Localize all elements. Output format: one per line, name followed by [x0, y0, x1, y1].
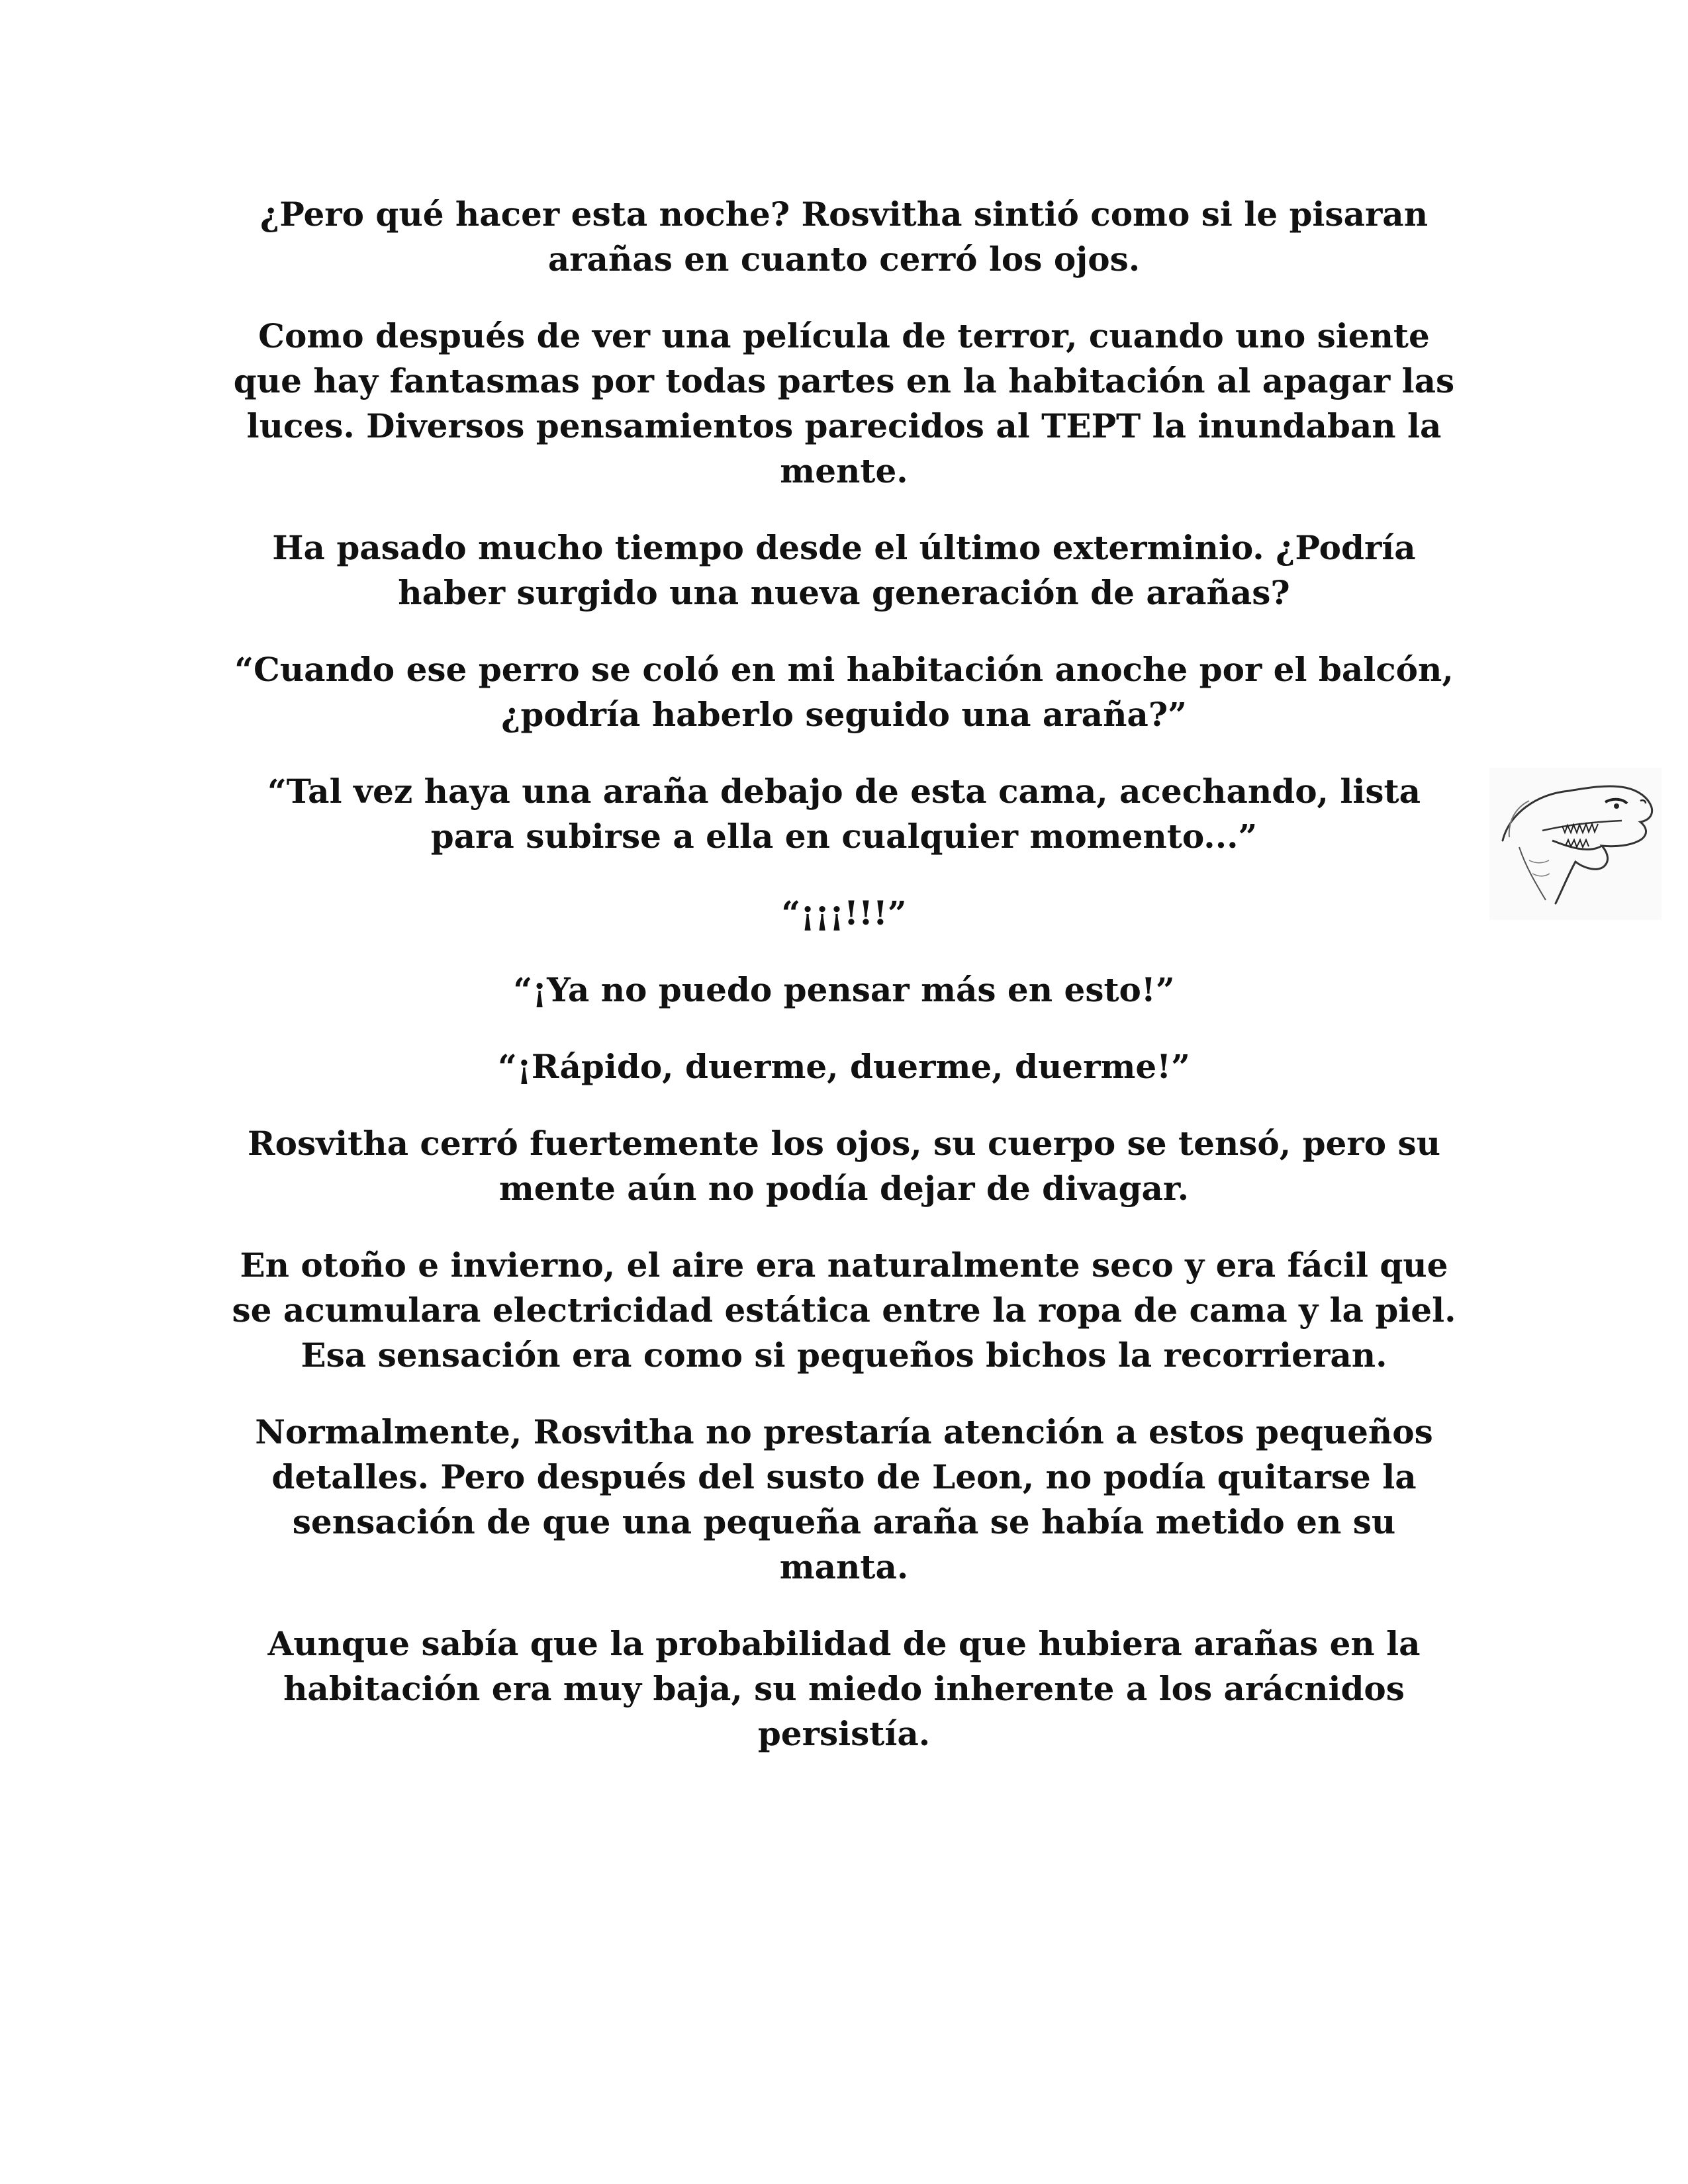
story-text — [225, 192, 1463, 1788]
paragraph-5: “Tal vez haya una araña debajo de esta cama, acechando, lista para subirse a ella en cualquier momento...” — [267, 772, 1421, 856]
paragraph-2: Como después de ver una película de terror, cuando uno siente que hay fantasmas por todas partes en la habitación al apagar las luces. Diversos pensamientos parecidos al TEPT la inundaban la mente. — [233, 316, 1455, 490]
paragraph-10: En otoño e invierno, el aire era naturalmente seco y era fácil que se acumulara electricidad estática entre la ropa de cama y la piel. Esa sensación era como si pequeños bichos la recorrieran. — [232, 1246, 1456, 1375]
paragraph-4: “Cuando ese perro se coló en mi habitación anoche por el balcón, ¿podría haberlo seguido una araña?” — [234, 650, 1454, 734]
paragraph-3: Ha pasado mucho tiempo desde el último exterminio. ¿Podría haber surgido una nueva generación de arañas? — [272, 528, 1416, 612]
paragraph-7: “¡Ya no puedo pensar más en esto!” — [513, 970, 1175, 1009]
paragraph-8: “¡Rápido, duerme, duerme, duerme!” — [498, 1047, 1190, 1086]
dinosaur-head-sketch-icon — [1489, 768, 1662, 920]
paragraph-1: ¿Pero qué hacer esta noche? Rosvitha sintió como si le pisaran arañas en cuanto cerró los ojos. — [259, 195, 1429, 279]
paragraph-12: Aunque sabía que la probabilidad de que hubiera arañas en la habitación era muy baja, su miedo inherente a los arácnidos persistía. — [267, 1624, 1421, 1753]
paragraph-6: “¡¡¡!!!” — [781, 893, 907, 933]
paragraph-9: Rosvitha cerró fuertemente los ojos, su cuerpo se tensó, pero su mente aún no podía dejar de divagar. — [248, 1124, 1440, 1208]
paragraph-11: Normalmente, Rosvitha no prestaría atención a estos pequeños detalles. Pero después del susto de Leon, no podía quitarse la sensación de que una pequeña araña se había metido en su manta. — [255, 1412, 1433, 1586]
